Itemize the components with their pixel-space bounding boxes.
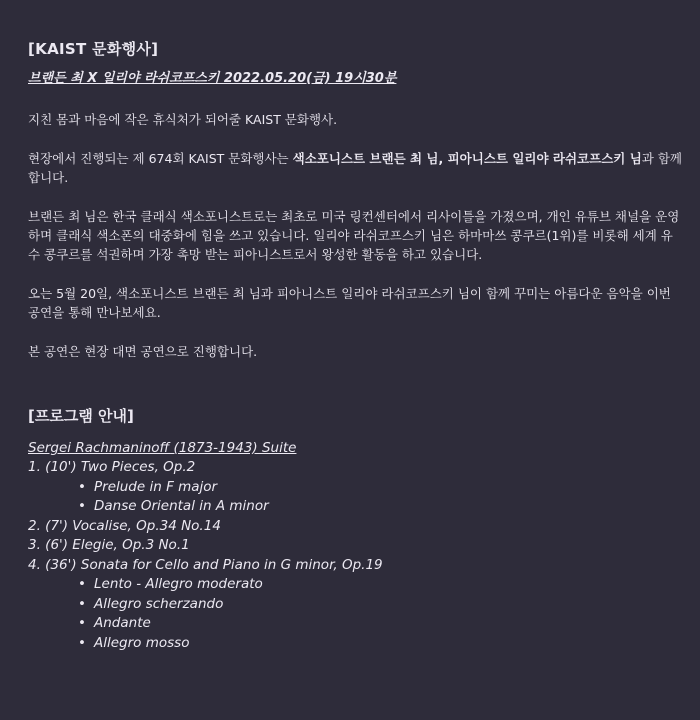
program-subitem <box>28 595 682 615</box>
program-item-1: 1. (10') Two Pieces, Op.2 <box>28 459 196 475</box>
program-subitem <box>28 575 682 595</box>
program-heading: [프로그램 안내] <box>28 407 134 425</box>
program-subitem-label: Allegro scherzando <box>94 595 224 612</box>
program-item-2: 2. (7') Vocalise, Op.34 No.14 <box>28 517 221 534</box>
intro-paragraph-4: 오는 5월 20일, 색소포니스트 브랜든 최 님과 피아니스트 일리야 라쉬코프스키 님이 함께 꾸미는 아름다운 음악을 이번 공연을 통해 만나보세요. <box>28 286 671 320</box>
program-subitem-label: Prelude in F major <box>94 478 218 495</box>
event-subtitle: 브랜든 최 X 일리야 라쉬코프스키 2022.05.20(금) 19시30분 <box>28 71 397 86</box>
bullet-icon: • <box>78 478 86 495</box>
program-subitem-label: Lento - Allegro moderato <box>94 576 263 592</box>
intro-paragraph-1: 지친 몸과 마음에 작은 휴식처가 되어줄 KAIST 문화행사. <box>28 112 338 127</box>
intro-paragraph-5: 본 공연은 현장 대면 공연으로 진행합니다. <box>28 344 258 359</box>
bullet-icon: • <box>78 576 86 592</box>
intro-paragraph-2 <box>28 149 682 187</box>
program-subitem <box>28 614 682 634</box>
bullet-icon: • <box>78 498 86 514</box>
program-subitem <box>28 478 682 498</box>
program-subitem-label: Andante <box>94 615 151 631</box>
program-item-4: 4. (36') Sonata for Cello and Piano in G minor, Op.19 <box>28 556 383 573</box>
intro-paragraph-3: 브랜든 최 님은 한국 클래식 색소포니스트로는 최초로 미국 링컨센터에서 리사이틀을 가졌으며, 개인 유튜브 채널을 운영하며 클래식 색소폰의 대중화에 힘을 쓰고 있습니다. 일리야 라쉬코프스키 님은 하마마쓰 콩쿠르(1위)를 비롯해 세계 유수 콩쿠르를 석권하며 가장 촉망 받는 피아니스트로서 왕성한 활동을 하고 있습니다. <box>28 209 680 262</box>
bullet-icon: • <box>78 634 86 651</box>
program-subitem <box>28 634 682 654</box>
composer-title: Sergei Rachmaninoff (1873-1943) Suite <box>28 440 297 456</box>
performers-highlight: 색소포니스트 브랜든 최 님, 피아니스트 일리야 라쉬코프스키 님 <box>292 151 642 166</box>
program-item-3: 3. (6') Elegie, Op.3 No.1 <box>28 537 190 553</box>
intro-paragraph-2-prefix: 현장에서 진행되는 제 674회 KAIST 문화행사는 <box>28 151 293 166</box>
bullet-icon: • <box>78 595 86 612</box>
program-subitem-label: Allegro mosso <box>94 634 190 651</box>
intro-paragraph-2-suffix: 과 함께합니다. <box>28 151 682 185</box>
program-subitem <box>28 497 682 517</box>
page-title: [KAIST 문화행사] <box>28 40 159 58</box>
bullet-icon: • <box>78 615 86 631</box>
program-subitem-label: Danse Oriental in A minor <box>94 498 269 514</box>
